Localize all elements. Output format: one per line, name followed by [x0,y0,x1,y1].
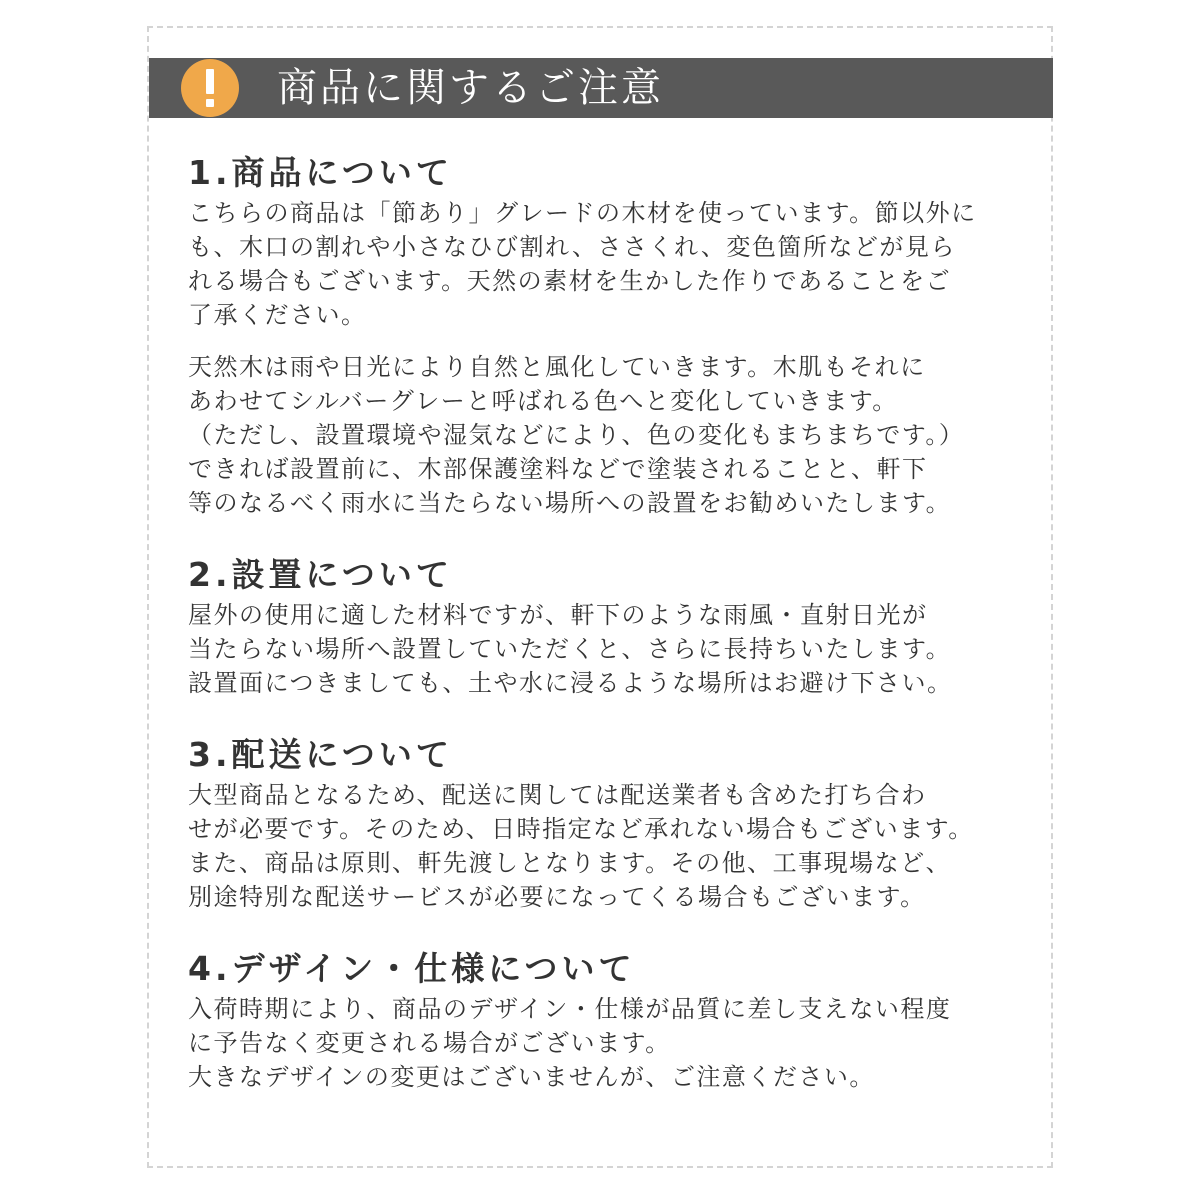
section-heading: 1.商品について [188,153,453,192]
text-line: 設置面につきましても、土や水に浸るような場所はお避け下さい。 [188,669,953,697]
text-line: 了承ください。 [188,301,367,329]
section-design-spec [188,946,1048,1094]
section-installation [188,552,1048,700]
text-line: 天然木は雨や日光により自然と風化していきます。木肌もそれに [188,353,926,381]
text-line: 当たらない場所へ設置していただくと、さらに長持ちいたします。 [188,635,952,663]
text-line: あわせてシルバーグレーと呼ばれる色へと変化していきます。 [188,387,898,415]
text-line: また、商品は原則、軒先渡しとなります。その他、工事現場など、 [188,849,952,877]
text-line: 大きなデザインの変更はございませんが、ご注意ください。 [188,1063,875,1091]
notice-banner [149,58,1053,118]
section-delivery [188,732,1048,914]
paragraph [188,196,1048,332]
section-heading: 2.設置について [188,555,453,594]
text-line: 入荷時期により、商品のデザイン・仕様が品質に差し支えない程度 [188,995,952,1023]
text-line: こちらの商品は「節あり」グレードの木材を使っています。節以外に [188,199,977,227]
paragraph [188,992,1048,1094]
text-line: 等のなるべく雨水に当たらない場所への設置をお勧めいたします。 [188,489,952,517]
text-line: 大型商品となるため、配送に関しては配送業者も含めた打ち合わ [188,781,927,809]
text-line: れる場合もございます。天然の素材を生かした作りであることをご [188,267,952,295]
text-line: せが必要です。そのため、日時指定など承れない場合もございます。 [188,815,974,843]
text-line: できれば設置前に、木部保護塗料などで塗装されることと、軒下 [188,455,928,483]
exclamation-icon [181,59,239,117]
text-line: 別途特別な配送サービスが必要になってくる場合もございます。 [188,883,926,911]
text-line: に予告なく変更される場合がございます。 [188,1029,671,1057]
text-line: も、木口の割れや小さなひび割れ、ささくれ、変色箇所などが見ら [188,233,956,261]
section-heading: 3.配送について [188,735,453,774]
paragraph [188,778,1048,914]
notice-content [188,150,1048,1094]
page-title: 商品に関するご注意 [277,65,664,111]
paragraph [188,598,1048,700]
text-line: （ただし、設置環境や湿気などにより、色の変化もまちまちです。） [188,421,965,449]
section-heading: 4.デザイン・仕様について [188,949,636,988]
text-line: 屋外の使用に適した材料ですが、軒下のような雨風・直射日光が [188,601,928,629]
section-product [188,150,1048,520]
paragraph [188,350,1048,520]
